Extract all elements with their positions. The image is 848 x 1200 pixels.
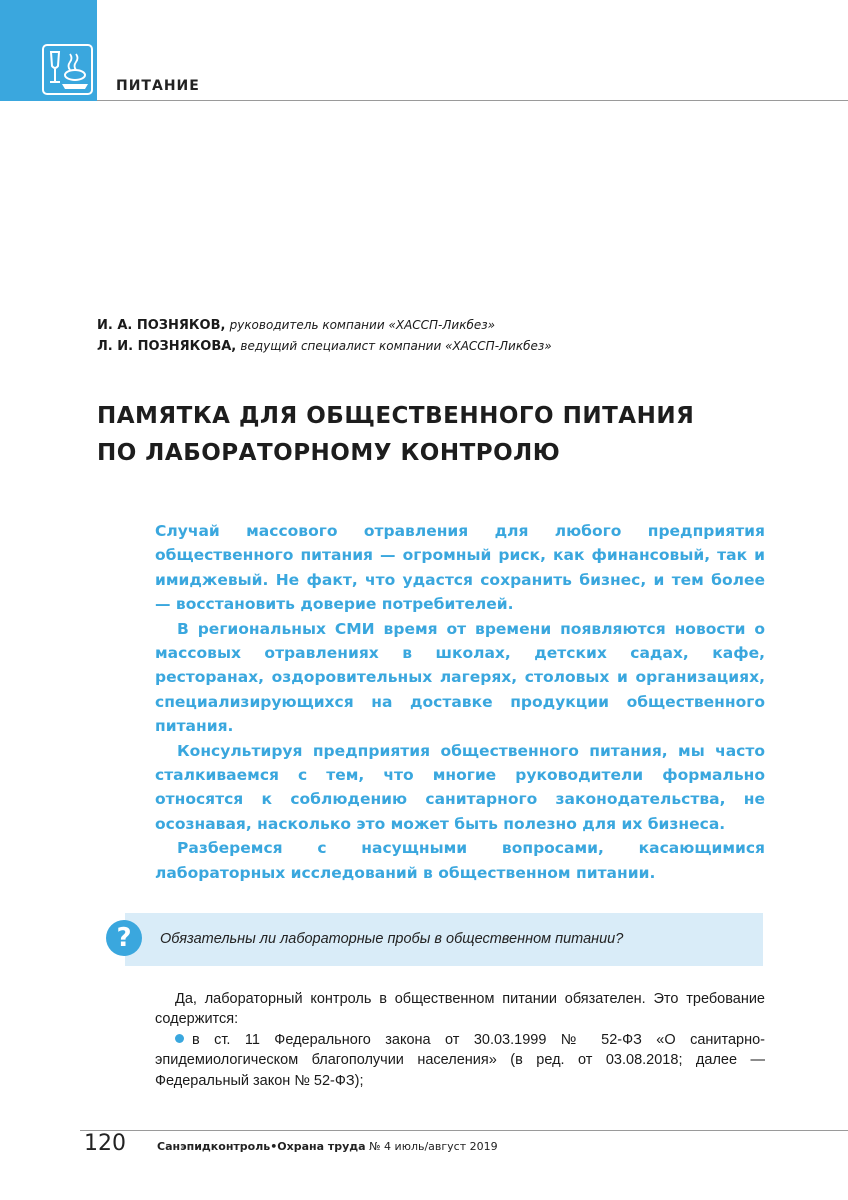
journal-name: Санэпидконтроль	[157, 1140, 271, 1153]
body-text	[155, 989, 765, 1091]
header-divider	[97, 100, 848, 101]
dining-icon	[42, 44, 93, 95]
page-number: 120	[84, 1131, 126, 1156]
list-item	[155, 1030, 765, 1091]
body-paragraph: Да, лабораторный контроль в общественном питании обязателен. Это требование содержится:	[155, 991, 765, 1028]
lead-paragraph: Консультируя предприятия общественного питания, мы часто сталкиваемся с тем, что многие руководители формально относятся к соблюдению санитарного законодательства, не осознавая, насколько это может быть полезно для их бизнеса.	[155, 741, 765, 833]
section-label: ПИТАНИЕ	[116, 78, 200, 94]
author-name: Л. И. ПОЗНЯКОВА,	[97, 339, 237, 354]
bullet-icon	[175, 1034, 184, 1043]
lead-paragraph: В региональных СМИ время от времени появляются новости о массовых отравлениях в школах, детских садах, кафе, ресторанах, оздоровительных лагерях, столовых и организациях, специализирующихся на доставке продукции общественного питания.	[155, 619, 765, 736]
list-item-text: в ст. 11 Федерального закона от 30.03.1999 № 52-ФЗ «О санитарно-эпидемиологическом благополучии населения» (в ред. от 03.08.2018; далее — Федеральный закон № 52-ФЗ);	[155, 1031, 765, 1089]
author-role: руководитель компании «ХАССП-Ликбез»	[229, 318, 496, 332]
title-line: ПО ЛАБОРАТОРНОМУ КОНТРОЛЮ	[97, 440, 561, 466]
author-line	[97, 315, 552, 336]
lead-paragraph: Разберемся с насущными вопросами, касающимися лабораторных исследований в общественном питании.	[155, 839, 765, 882]
journal-info	[157, 1140, 498, 1153]
article-title	[97, 398, 777, 472]
author-line	[97, 336, 552, 357]
lead-paragraph: Случай массового отравления для любого предприятия общественного питания — огромный риск, как финансовый, так и имиджевый. Не факт, что удастся сохранить бизнес, и тем более — восстановить доверие потребителей.	[155, 522, 765, 614]
author-name: И. А. ПОЗНЯКОВ,	[97, 318, 226, 333]
authors-block	[97, 315, 552, 357]
question-text: Обязательны ли лабораторные пробы в общественном питании?	[160, 931, 624, 947]
issue-info: № 4 июль/август 2019	[369, 1140, 498, 1153]
journal-separator: •	[270, 1140, 278, 1153]
author-role: ведущий специалист компании «ХАССП-Ликбез»	[240, 339, 552, 353]
lead-text	[155, 519, 765, 885]
footer-divider	[80, 1130, 848, 1131]
journal-name: Охрана труда	[277, 1140, 366, 1153]
title-line: ПАМЯТКА ДЛЯ ОБЩЕСТВЕННОГО ПИТАНИЯ	[97, 403, 695, 429]
question-icon: ?	[106, 920, 142, 956]
